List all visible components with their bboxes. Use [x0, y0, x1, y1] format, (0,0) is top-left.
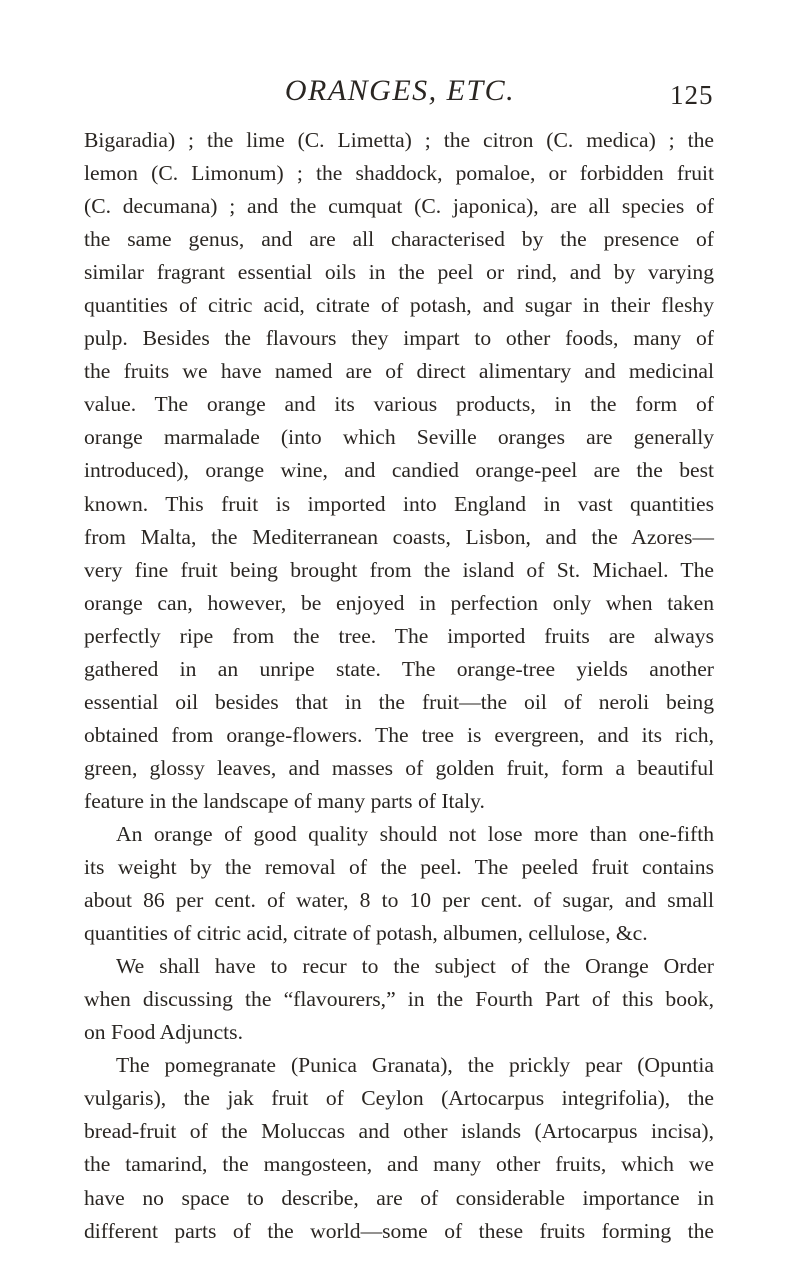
text-line: essential oil besides that in the fruit—the oil of neroli being: [84, 689, 714, 714]
text-line: orange marmalade (into which Seville oranges are generally: [84, 425, 714, 450]
text-line: green, glossy leaves, and masses of golden fruit, form a beautiful: [84, 755, 714, 780]
text-line: when discussing the “flavourers,” in the Fourth Part of this book,: [84, 987, 714, 1012]
text-line: the fruits we have named are of direct alimentary and medicinal: [84, 359, 714, 384]
text-line: from Malta, the Mediterranean coasts, Lisbon, and the Azores—: [84, 524, 714, 549]
page-number: 125: [670, 80, 714, 110]
text-line: different parts of the world—some of these fruits forming the: [84, 1218, 714, 1243]
text-line: have no space to describe, are of considerable importance in: [84, 1185, 714, 1210]
text-line: on Food Adjuncts.: [84, 1020, 243, 1045]
text-line: obtained from orange-flowers. The tree is evergreen, and its rich,: [84, 722, 714, 747]
text-line: value. The orange and its various products, in the form of: [84, 392, 714, 417]
text-line: about 86 per cent. of water, 8 to 10 per cent. of sugar, and small: [84, 888, 714, 913]
text-line: gathered in an unripe state. The orange-tree yields another: [84, 656, 714, 681]
text-line: known. This fruit is imported into England in vast quantities: [84, 491, 714, 516]
text-line: perfectly ripe from the tree. The imported fruits are always: [84, 623, 714, 648]
text-line: bread-fruit of the Moluccas and other islands (Artocarpus incisa),: [84, 1119, 714, 1144]
text-line: orange can, however, be enjoyed in perfection only when taken: [84, 590, 714, 615]
text-line: The pomegranate (Punica Granata), the prickly pear (Opuntia: [116, 1053, 714, 1078]
text-line: quantities of citric acid, citrate of potash, albumen, cellulose, &c.: [84, 921, 648, 946]
text-line: Bigaradia) ; the lime (C. Limetta) ; the citron (C. medica) ; the: [84, 128, 714, 152]
text-line: vulgaris), the jak fruit of Ceylon (Artocarpus integrifolia), the: [84, 1086, 714, 1111]
text-line: its weight by the removal of the peel. The peeled fruit contains: [84, 855, 714, 880]
text-line: the tamarind, the mangosteen, and many other fruits, which we: [84, 1152, 714, 1177]
text-line: quantities of citric acid, citrate of potash, and sugar in their fleshy: [84, 293, 714, 318]
text-line: pulp. Besides the flavours they impart to other foods, many of: [84, 326, 714, 351]
running-title: ORANGES, ETC.: [284, 74, 516, 107]
text-line: introduced), orange wine, and candied orange-peel are the best: [84, 458, 714, 483]
text-line: similar fragrant essential oils in the peel or rind, and by varying: [84, 260, 714, 285]
text-line: (C. decumana) ; and the cumquat (C. japonica), are all species of: [84, 194, 714, 219]
text-line: feature in the landscape of many parts of Italy.: [84, 788, 485, 813]
body-text: [84, 124, 714, 1248]
text-line: lemon (C. Limonum) ; the shaddock, pomaloe, or forbidden fruit: [84, 161, 714, 186]
text-line: An orange of good quality should not lose more than one-fifth: [116, 821, 714, 846]
text-line: We shall have to recur to the subject of the Orange Order: [116, 954, 714, 979]
text-line: very fine fruit being brought from the island of St. Michael. The: [84, 557, 714, 582]
text-line: the same genus, and are all characterised by the presence of: [84, 227, 714, 252]
